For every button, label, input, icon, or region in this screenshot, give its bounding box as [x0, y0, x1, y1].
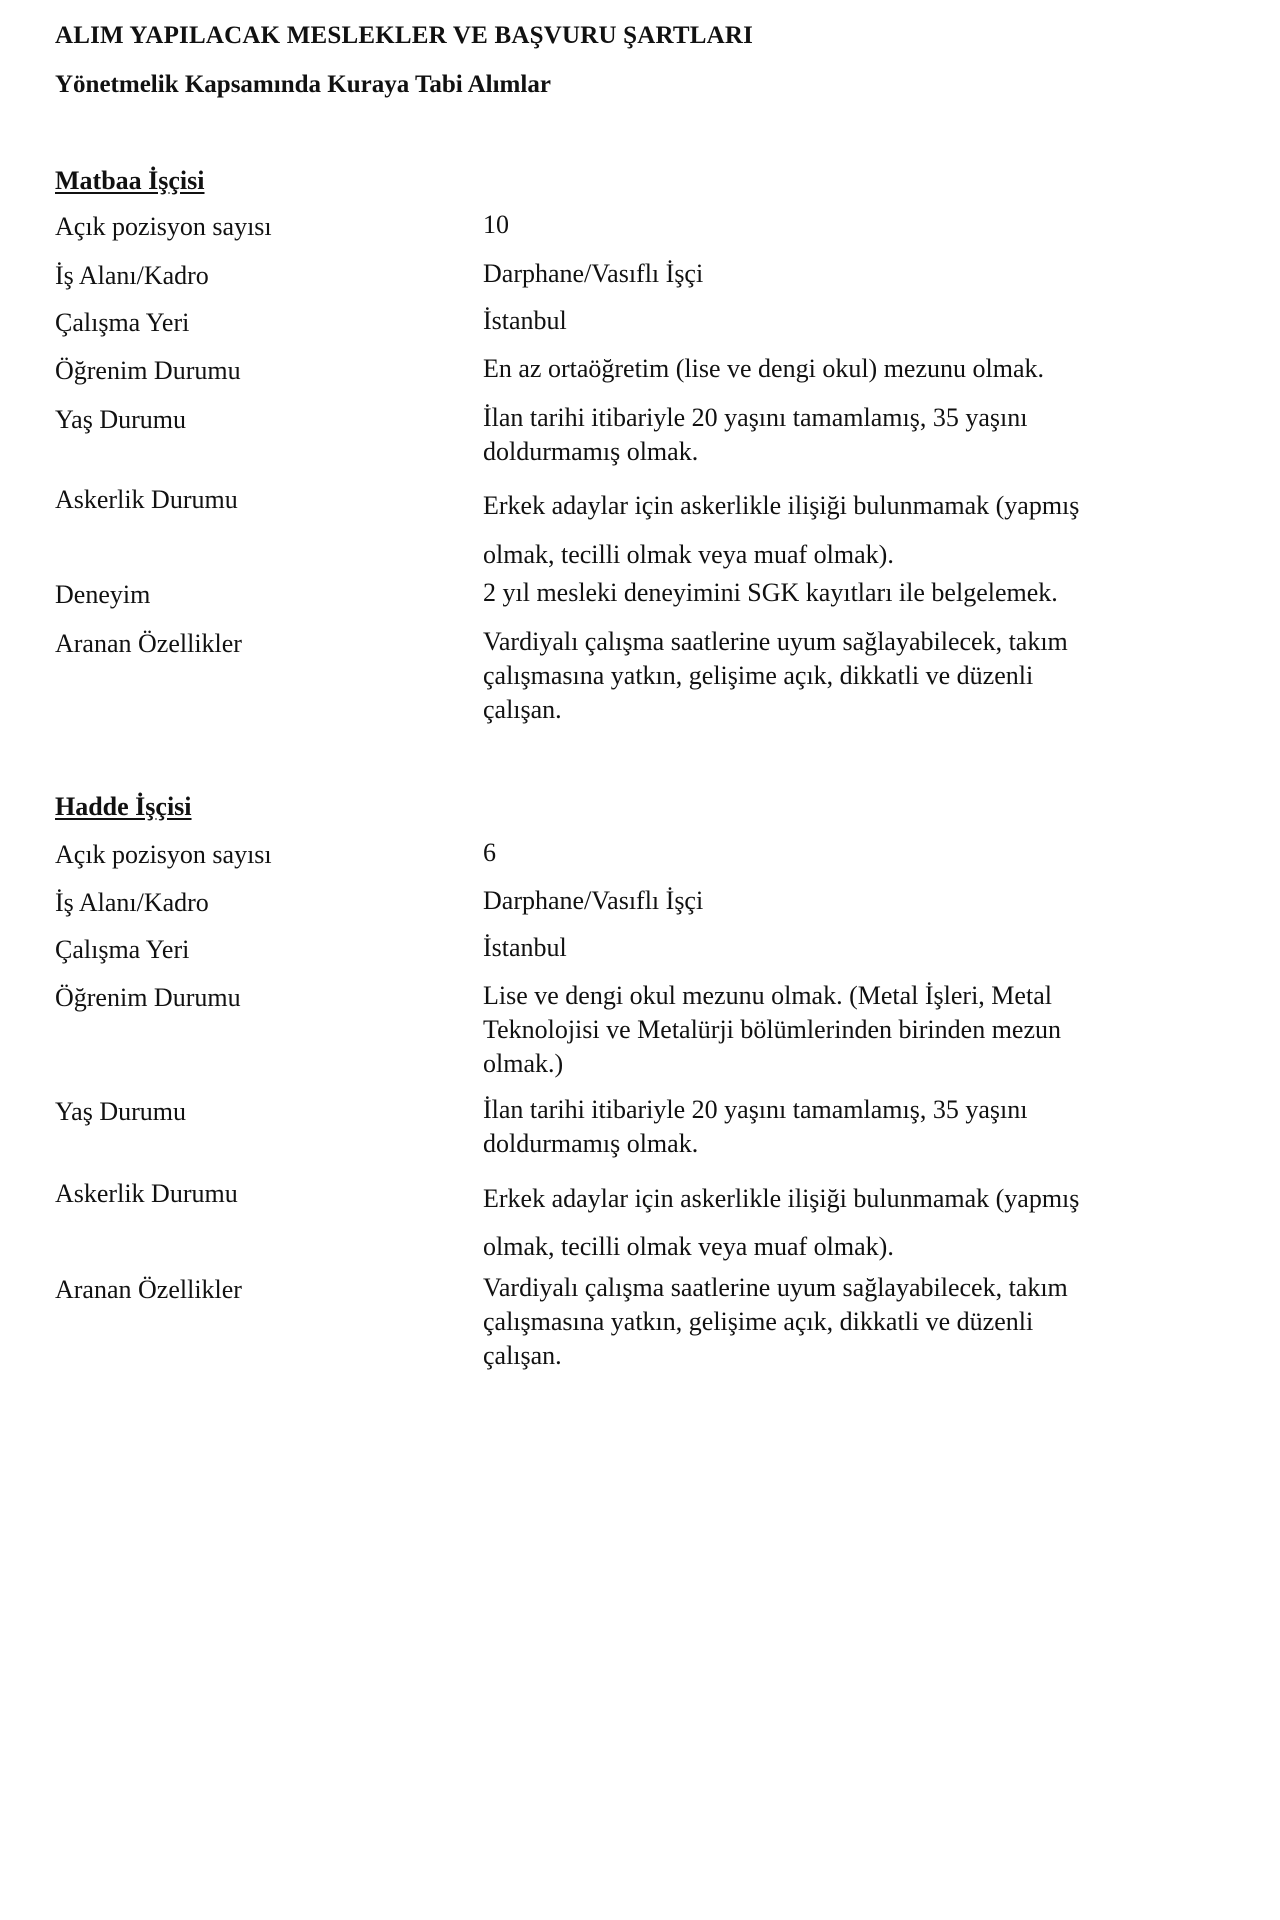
row-label: İş Alanı/Kadro [55, 888, 209, 917]
row-value [483, 931, 1183, 965]
value-line: 6 [483, 838, 496, 867]
row-label: Çalışma Yeri [55, 308, 190, 337]
value-line: 10 [483, 210, 509, 239]
row-label: Çalışma Yeri [55, 935, 190, 964]
row-value [483, 208, 1183, 242]
row-value [483, 576, 1183, 610]
value-line: olmak, tecilli olmak veya muaf olmak). [483, 1232, 894, 1261]
value-line: Darphane/Vasıflı İşçi [483, 259, 704, 288]
section-heading-matbaa-iscisi: Matbaa İşçisi [55, 166, 205, 195]
value-line: çalışmasına yatkın, gelişime açık, dikkatli ve düzenli [483, 661, 1034, 690]
row-value [483, 257, 1183, 291]
value-line: Darphane/Vasıflı İşçi [483, 886, 704, 915]
row-label: Aranan Özellikler [55, 1275, 242, 1304]
value-line: doldurmamış olmak. [483, 437, 699, 466]
row-value [483, 1175, 1183, 1271]
row-value [483, 625, 1183, 727]
value-line: Teknolojisi ve Metalürji bölümlerinden birinden mezun [483, 1015, 1061, 1044]
row-label: İş Alanı/Kadro [55, 261, 209, 290]
row-label: Öğrenim Durumu [55, 983, 241, 1012]
row-value [483, 401, 1183, 469]
value-line: En az ortaöğretim (lise ve dengi okul) mezunu olmak. [483, 354, 1044, 383]
value-line: İstanbul [483, 306, 567, 335]
value-line: Erkek adaylar için askerlikle ilişiği bulunmamak (yapmış [483, 1184, 1080, 1213]
row-value [483, 884, 1183, 918]
row-value [483, 352, 1183, 386]
row-label: Askerlik Durumu [55, 485, 238, 514]
section-heading-hadde-iscisi: Hadde İşçisi [55, 792, 192, 821]
row-label: Aranan Özellikler [55, 629, 242, 658]
row-label: Deneyim [55, 580, 151, 609]
row-value [483, 1093, 1183, 1161]
value-line: çalışan. [483, 1341, 562, 1370]
value-line: çalışan. [483, 695, 562, 724]
document-subtitle: Yönetmelik Kapsamında Kuraya Tabi Alımlar [55, 71, 551, 98]
row-value [483, 979, 1183, 1081]
row-value [483, 304, 1183, 338]
value-line: Vardiyalı çalışma saatlerine uyum sağlayabilecek, takım [483, 627, 1068, 656]
row-label: Açık pozisyon sayısı [55, 840, 272, 869]
value-line: doldurmamış olmak. [483, 1129, 699, 1158]
row-label: Yaş Durumu [55, 405, 186, 434]
row-value [483, 481, 1183, 579]
row-value [483, 836, 1183, 870]
value-line: İlan tarihi itibariyle 20 yaşını tamamlamış, 35 yaşını [483, 403, 1028, 432]
row-label: Askerlik Durumu [55, 1179, 238, 1208]
row-label: Açık pozisyon sayısı [55, 212, 272, 241]
value-line: olmak.) [483, 1049, 564, 1078]
row-value [483, 1271, 1183, 1373]
document-title: ALIM YAPILACAK MESLEKLER VE BAŞVURU ŞARTLARI [55, 22, 754, 49]
value-line: İstanbul [483, 933, 567, 962]
value-line: İlan tarihi itibariyle 20 yaşını tamamlamış, 35 yaşını [483, 1095, 1028, 1124]
value-line: 2 yıl mesleki deneyimini SGK kayıtları ile belgelemek. [483, 578, 1058, 607]
value-line: olmak, tecilli olmak veya muaf olmak). [483, 540, 894, 569]
row-label: Öğrenim Durumu [55, 356, 241, 385]
value-line: Lise ve dengi okul mezunu olmak. (Metal İşleri, Metal [483, 981, 1052, 1010]
value-line: Vardiyalı çalışma saatlerine uyum sağlayabilecek, takım [483, 1273, 1068, 1302]
value-line: çalışmasına yatkın, gelişime açık, dikkatli ve düzenli [483, 1307, 1034, 1336]
row-label: Yaş Durumu [55, 1097, 186, 1126]
value-line: Erkek adaylar için askerlikle ilişiği bulunmamak (yapmış [483, 491, 1080, 520]
